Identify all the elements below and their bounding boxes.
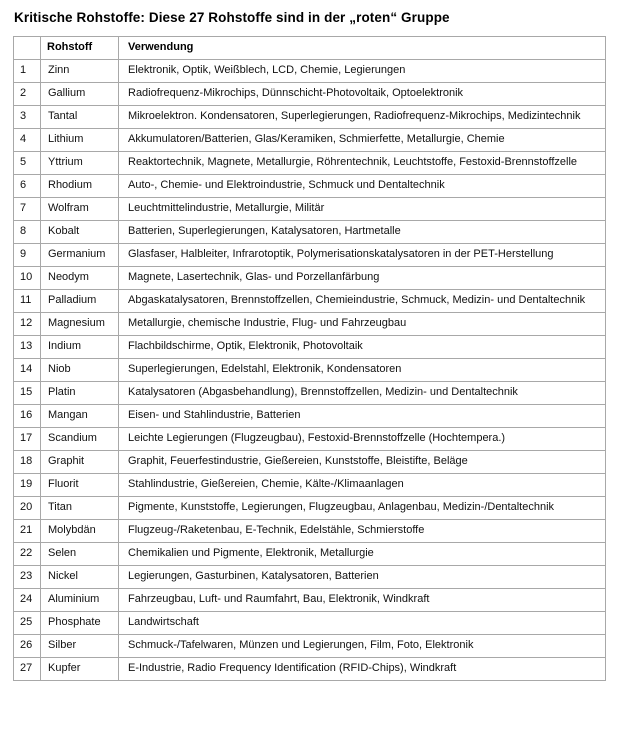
row-usage: Abgaskatalysatoren, Brennstoffzellen, Chemieindustrie, Schmuck, Medizin- und Dentaltechnik bbox=[119, 290, 606, 313]
row-material: Graphit bbox=[41, 451, 119, 474]
row-material: Indium bbox=[41, 336, 119, 359]
table-row bbox=[14, 106, 606, 129]
table-row bbox=[14, 83, 606, 106]
row-material: Yttrium bbox=[41, 152, 119, 175]
row-number: 17 bbox=[14, 428, 41, 451]
row-usage: Stahlindustrie, Gießereien, Chemie, Kälte-/Klimaanlagen bbox=[119, 474, 606, 497]
header-material: Rohstoff bbox=[41, 37, 119, 60]
row-usage: Reaktortechnik, Magnete, Metallurgie, Röhrentechnik, Leuchtstoffe, Festoxid-Brennstoffzelle bbox=[119, 152, 606, 175]
row-usage: Flugzeug-/Raketenbau, E-Technik, Edelstähle, Schmierstoffe bbox=[119, 520, 606, 543]
row-number: 5 bbox=[14, 152, 41, 175]
row-material: Zinn bbox=[41, 60, 119, 83]
row-usage: Chemikalien und Pigmente, Elektronik, Metallurgie bbox=[119, 543, 606, 566]
row-usage: Pigmente, Kunststoffe, Legierungen, Flugzeugbau, Anlagenbau, Medizin-/Dentaltechnik bbox=[119, 497, 606, 520]
row-material: Titan bbox=[41, 497, 119, 520]
row-usage: Akkumulatoren/Batterien, Glas/Keramiken, Schmierfette, Metallurgie, Chemie bbox=[119, 129, 606, 152]
row-material: Mangan bbox=[41, 405, 119, 428]
row-number: 22 bbox=[14, 543, 41, 566]
row-number: 4 bbox=[14, 129, 41, 152]
row-number: 10 bbox=[14, 267, 41, 290]
row-usage: Flachbildschirme, Optik, Elektronik, Photovoltaik bbox=[119, 336, 606, 359]
table-header bbox=[14, 37, 606, 60]
row-number: 15 bbox=[14, 382, 41, 405]
table-row bbox=[14, 313, 606, 336]
table-row bbox=[14, 497, 606, 520]
row-material: Neodym bbox=[41, 267, 119, 290]
row-usage: Batterien, Superlegierungen, Katalysatoren, Hartmetalle bbox=[119, 221, 606, 244]
table-row bbox=[14, 336, 606, 359]
row-usage: Graphit, Feuerfestindustrie, Gießereien, Kunststoffe, Bleistifte, Beläge bbox=[119, 451, 606, 474]
header-index bbox=[14, 37, 41, 60]
row-number: 2 bbox=[14, 83, 41, 106]
table-row bbox=[14, 612, 606, 635]
row-number: 25 bbox=[14, 612, 41, 635]
row-material: Molybdän bbox=[41, 520, 119, 543]
row-usage: Metallurgie, chemische Industrie, Flug- und Fahrzeugbau bbox=[119, 313, 606, 336]
row-material: Selen bbox=[41, 543, 119, 566]
row-material: Tantal bbox=[41, 106, 119, 129]
row-number: 12 bbox=[14, 313, 41, 336]
table-row bbox=[14, 658, 606, 681]
row-number: 20 bbox=[14, 497, 41, 520]
row-number: 9 bbox=[14, 244, 41, 267]
table-row bbox=[14, 543, 606, 566]
critical-raw-materials-table bbox=[13, 36, 606, 681]
table-row bbox=[14, 428, 606, 451]
row-material: Silber bbox=[41, 635, 119, 658]
table-row bbox=[14, 405, 606, 428]
row-material: Magnesium bbox=[41, 313, 119, 336]
row-number: 11 bbox=[14, 290, 41, 313]
row-usage: Landwirtschaft bbox=[119, 612, 606, 635]
row-number: 13 bbox=[14, 336, 41, 359]
row-number: 14 bbox=[14, 359, 41, 382]
row-usage: Auto-, Chemie- und Elektroindustrie, Schmuck und Dentaltechnik bbox=[119, 175, 606, 198]
row-material: Aluminium bbox=[41, 589, 119, 612]
table-row bbox=[14, 129, 606, 152]
row-material: Nickel bbox=[41, 566, 119, 589]
row-usage: Leichte Legierungen (Flugzeugbau), Festoxid-Brennstoffzelle (Hochtempera.) bbox=[119, 428, 606, 451]
row-number: 27 bbox=[14, 658, 41, 681]
table-row bbox=[14, 566, 606, 589]
header-row bbox=[14, 37, 606, 60]
table-row bbox=[14, 589, 606, 612]
row-number: 3 bbox=[14, 106, 41, 129]
table-row bbox=[14, 520, 606, 543]
row-number: 1 bbox=[14, 60, 41, 83]
row-usage: Schmuck-/Tafelwaren, Münzen und Legierungen, Film, Foto, Elektronik bbox=[119, 635, 606, 658]
page-title: Kritische Rohstoffe: Diese 27 Rohstoffe sind in der „roten“ Gruppe bbox=[14, 10, 450, 25]
table-body bbox=[14, 60, 606, 681]
row-material: Lithium bbox=[41, 129, 119, 152]
row-usage: Elektronik, Optik, Weißblech, LCD, Chemie, Legierungen bbox=[119, 60, 606, 83]
row-material: Germanium bbox=[41, 244, 119, 267]
row-usage: E-Industrie, Radio Frequency Identification (RFID-Chips), Windkraft bbox=[119, 658, 606, 681]
table-row bbox=[14, 175, 606, 198]
row-material: Kobalt bbox=[41, 221, 119, 244]
table-row bbox=[14, 382, 606, 405]
row-material: Scandium bbox=[41, 428, 119, 451]
table-row bbox=[14, 267, 606, 290]
row-material: Wolfram bbox=[41, 198, 119, 221]
row-usage: Magnete, Lasertechnik, Glas- und Porzellanfärbung bbox=[119, 267, 606, 290]
row-material: Platin bbox=[41, 382, 119, 405]
table-row bbox=[14, 474, 606, 497]
row-number: 24 bbox=[14, 589, 41, 612]
row-material: Fluorit bbox=[41, 474, 119, 497]
row-number: 23 bbox=[14, 566, 41, 589]
row-usage: Superlegierungen, Edelstahl, Elektronik, Kondensatoren bbox=[119, 359, 606, 382]
row-usage: Fahrzeugbau, Luft- und Raumfahrt, Bau, Elektronik, Windkraft bbox=[119, 589, 606, 612]
table-row bbox=[14, 359, 606, 382]
header-usage: Verwendung bbox=[119, 37, 606, 60]
table-row bbox=[14, 244, 606, 267]
table-row bbox=[14, 635, 606, 658]
row-number: 18 bbox=[14, 451, 41, 474]
table-row bbox=[14, 221, 606, 244]
table-row bbox=[14, 290, 606, 313]
row-material: Phosphate bbox=[41, 612, 119, 635]
row-usage: Katalysatoren (Abgasbehandlung), Brennstoffzellen, Medizin- und Dentaltechnik bbox=[119, 382, 606, 405]
row-material: Niob bbox=[41, 359, 119, 382]
row-number: 16 bbox=[14, 405, 41, 428]
row-number: 26 bbox=[14, 635, 41, 658]
table-row bbox=[14, 198, 606, 221]
row-number: 7 bbox=[14, 198, 41, 221]
row-number: 6 bbox=[14, 175, 41, 198]
row-material: Rhodium bbox=[41, 175, 119, 198]
row-usage: Legierungen, Gasturbinen, Katalysatoren, Batterien bbox=[119, 566, 606, 589]
row-usage: Radiofrequenz-Mikrochips, Dünnschicht-Photovoltaik, Optoelektronik bbox=[119, 83, 606, 106]
row-material: Palladium bbox=[41, 290, 119, 313]
row-usage: Glasfaser, Halbleiter, Infrarotoptik, Polymerisationskatalysatoren in der PET-Herstellung bbox=[119, 244, 606, 267]
row-number: 21 bbox=[14, 520, 41, 543]
row-number: 8 bbox=[14, 221, 41, 244]
row-usage: Leuchtmittelindustrie, Metallurgie, Militär bbox=[119, 198, 606, 221]
row-material: Kupfer bbox=[41, 658, 119, 681]
row-material: Gallium bbox=[41, 83, 119, 106]
row-usage: Eisen- und Stahlindustrie, Batterien bbox=[119, 405, 606, 428]
table-row bbox=[14, 451, 606, 474]
row-number: 19 bbox=[14, 474, 41, 497]
row-usage: Mikroelektron. Kondensatoren, Superlegierungen, Radiofrequenz-Mikrochips, Medizintechnik bbox=[119, 106, 606, 129]
table-row bbox=[14, 60, 606, 83]
table-row bbox=[14, 152, 606, 175]
